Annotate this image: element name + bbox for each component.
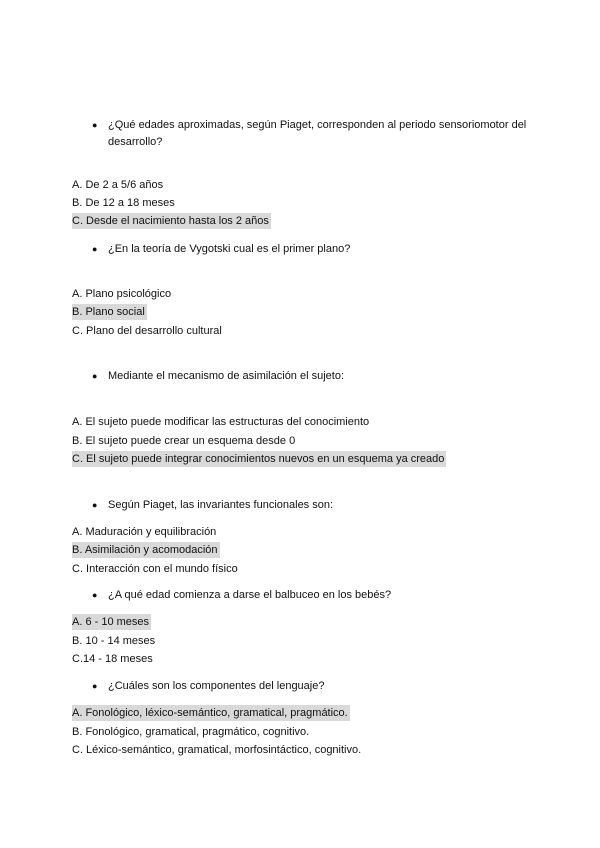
- option-6b: B. Fonológico, gramatical, pragmático, cognitivo.: [72, 726, 310, 738]
- option-6a-highlighted: A. Fonológico, léxico-semántico, gramatical, pragmático.: [72, 707, 348, 719]
- option-5a-highlighted: A. 6 - 10 meses: [72, 616, 150, 628]
- option-2b-highlighted: B. Plano social: [72, 306, 145, 318]
- option-4b-highlighted: B. Asimilación y acomodación: [72, 544, 218, 556]
- question-text: ¿Qué edades aproximadas, según Piaget, corresponden al periodo sensoriomotor del desarrollo?: [108, 119, 527, 148]
- question-5: [92, 587, 532, 604]
- bullet-icon: ●: [92, 681, 98, 691]
- option-3a: A. El sujeto puede modificar las estructuras del conocimiento: [72, 416, 370, 428]
- question-6: [92, 678, 532, 695]
- option-1b: B. De 12 a 18 meses: [72, 197, 175, 209]
- bullet-icon: ●: [92, 244, 98, 254]
- option-5c: C.14 - 18 meses: [72, 653, 153, 665]
- option-6c: C. Léxico-semántico, gramatical, morfosintáctico, cognitivo.: [72, 744, 362, 756]
- question-1: [92, 117, 532, 151]
- option-3c-highlighted: C. El sujeto puede integrar conocimientos nuevos en un esquema ya creado: [72, 453, 445, 465]
- question-text: Según Piaget, las invariantes funcionales son:: [108, 499, 334, 511]
- bullet-icon: ●: [92, 590, 98, 600]
- option-2c: C. Plano del desarrollo cultural: [72, 325, 222, 337]
- option-4c: C. Interacción con el mundo físico: [72, 563, 238, 575]
- question-2: [92, 241, 532, 258]
- question-3: [92, 368, 532, 385]
- question-4: [92, 497, 532, 514]
- option-1a: A. De 2 a 5/6 años: [72, 179, 164, 191]
- option-1c-highlighted: C. Desde el nacimiento hasta los 2 años: [72, 215, 269, 227]
- bullet-icon: ●: [92, 371, 98, 381]
- option-2a: A. Plano psicológico: [72, 288, 172, 300]
- option-5b: B. 10 - 14 meses: [72, 635, 156, 647]
- question-text: ¿A qué edad comienza a darse el balbuceo en los bebés?: [108, 589, 392, 601]
- bullet-icon: ●: [92, 120, 98, 130]
- option-4a: A. Maduración y equilibración: [72, 526, 217, 538]
- option-3b: B. El sujeto puede crear un esquema desde 0: [72, 435, 296, 447]
- question-text: Mediante el mecanismo de asimilación el sujeto:: [108, 370, 345, 382]
- bullet-icon: ●: [92, 500, 98, 510]
- question-text: ¿Cuáles son los componentes del lenguaje?: [108, 680, 325, 692]
- question-text: ¿En la teoría de Vygotski cual es el primer plano?: [108, 243, 351, 255]
